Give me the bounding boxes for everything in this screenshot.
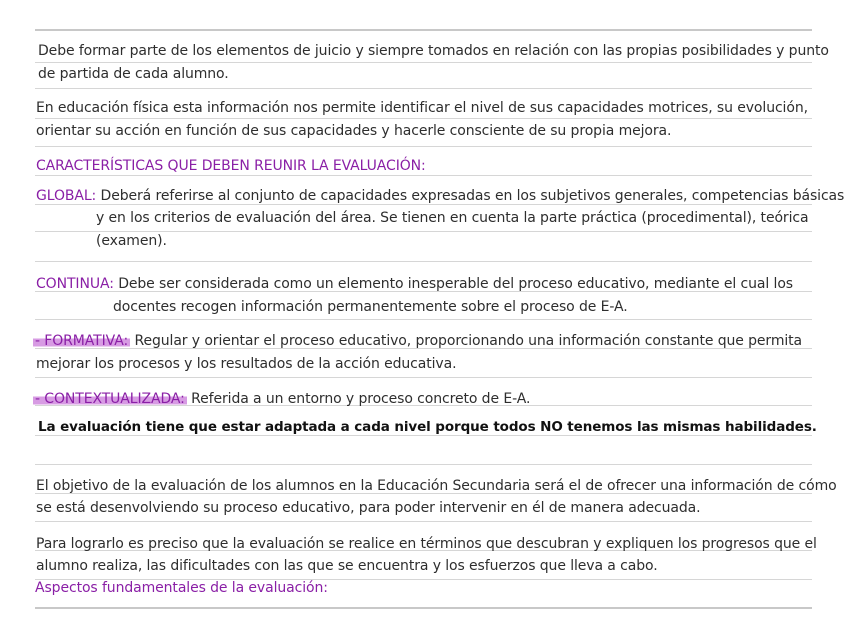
- notebook-line: [35, 88, 812, 89]
- notebook-line: [35, 464, 812, 465]
- notebook-line: [35, 521, 812, 522]
- continua-text-cont: docentes recogen información permanentemente sobre el proceso de E-A.: [113, 299, 628, 315]
- key-sentence: La evaluación tiene que estar adaptada a cada nivel porque todos NO tenemos las mismas habilidades.: [38, 419, 817, 435]
- formativa-text: Regular y orientar el proceso educativo, proporcionando una información constante que permita: [134, 333, 803, 349]
- notebook-line: [35, 377, 812, 378]
- paragraph-line: alumno realiza, las dificultades con las que se encuentra y los esfuerzos que lleva a cabo.: [36, 558, 658, 574]
- continua-text: Debe ser considerada como un elemento inesperable del proceso educativo, mediante el cual los: [118, 276, 793, 292]
- top-rule: [35, 29, 812, 31]
- paragraph-line: se está desenvolviendo su proceso educativo, para poder intervenir en él de manera adecuada.: [36, 500, 701, 516]
- notebook-line: [35, 146, 812, 147]
- global-label: GLOBAL:: [36, 188, 97, 204]
- aspects-heading: Aspectos fundamentales de la evaluación:: [35, 580, 328, 596]
- paragraph-line: orientar su acción en función de sus capacidades y hacerle consciente de su propia mejora.: [36, 123, 672, 139]
- paragraph-line: Para lograrlo es preciso que la evaluación se realice en términos que descubran y expliquen los progresos que el: [36, 536, 817, 552]
- contextualizada-label: - CONTEXTUALIZADA:: [35, 391, 185, 407]
- notebook-line: [35, 261, 812, 262]
- paragraph-line: de partida de cada alumno.: [38, 66, 229, 82]
- global-text-cont: (examen).: [96, 233, 167, 249]
- paragraph-line: Debe formar parte de los elementos de juicio y siempre tomados en relación con las propias posibilidades y punto: [38, 43, 829, 59]
- contextualizada-text: Referida a un entorno y proceso concreto de E-A.: [191, 391, 531, 407]
- notebook-line: [35, 319, 812, 320]
- continua-label: CONTINUA:: [36, 276, 114, 292]
- formativa-text-cont: mejorar los procesos y los resultados de la acción educativa.: [36, 356, 457, 372]
- paragraph-line: El objetivo de la evaluación de los alumnos en la Educación Secundaria será el de ofrecer una información de cómo: [36, 478, 837, 494]
- paragraph-line: En educación física esta información nos permite identificar el nivel de sus capacidades motrices, su evolución,: [36, 100, 808, 116]
- section-heading: CARACTERÍSTICAS QUE DEBEN REUNIR LA EVALUACIÓN:: [36, 158, 426, 174]
- global-text-cont: y en los criterios de evaluación del área. Se tienen en cuenta la parte práctica (procedimental), teórica: [96, 210, 809, 226]
- formativa-label: - FORMATIVA:: [35, 333, 129, 349]
- continua-item: [36, 273, 793, 295]
- global-text: Deberá referirse al conjunto de capacidades expresadas en los subjetivos generales, competencias básicas: [100, 188, 845, 204]
- contextualizada-item: [33, 388, 530, 410]
- formativa-item: [33, 330, 802, 352]
- global-item: [36, 185, 844, 207]
- bottom-rule: [35, 607, 812, 609]
